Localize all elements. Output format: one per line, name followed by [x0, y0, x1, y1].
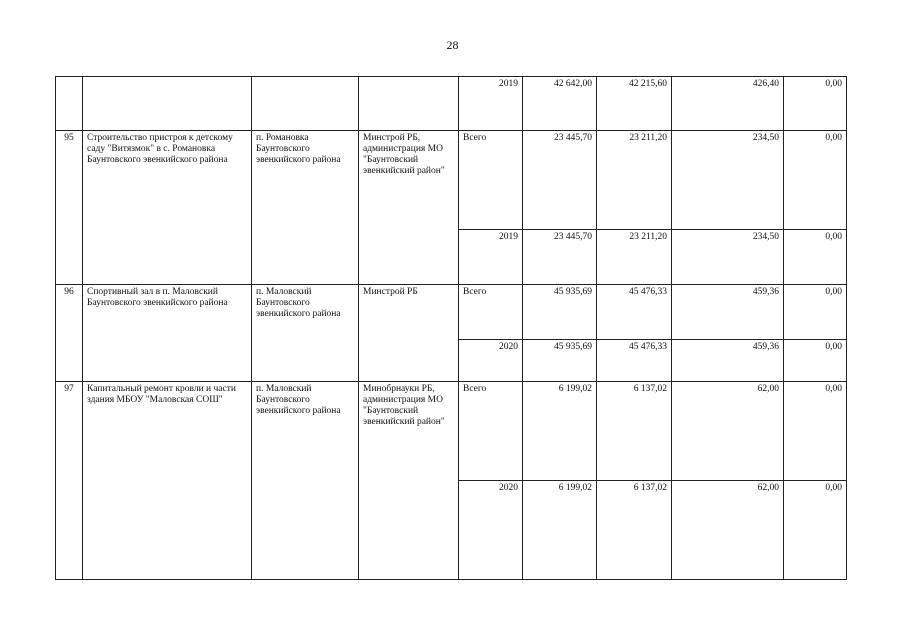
federal-cell: 45 476,33: [597, 340, 672, 382]
page-number: 28: [446, 38, 459, 52]
total-cell: 6 199,02: [523, 481, 597, 580]
regional-cell: 426,40: [672, 77, 784, 131]
total-cell: 23 445,70: [523, 131, 597, 230]
year-cell: 2020: [459, 340, 523, 382]
project-name-cell: Капитальный ремонт кровли и части здания МБОУ "Маловская СОШ": [83, 382, 252, 580]
local-cell: 0,00: [784, 131, 847, 230]
total-cell: 45 935,69: [523, 340, 597, 382]
funding-table: [55, 76, 847, 580]
location-cell: [252, 77, 359, 131]
regional-cell: 459,36: [672, 285, 784, 340]
executor-cell: Минстрой РБ: [359, 285, 459, 382]
total-cell: 45 935,69: [523, 285, 597, 340]
federal-cell: 45 476,33: [597, 285, 672, 340]
regional-cell: 234,50: [672, 131, 784, 230]
table-row: [56, 131, 847, 230]
executor-cell: Минстрой РБ, администрация МО "Баунтовский эвенкийский район": [359, 131, 459, 285]
project-name-cell: [83, 77, 252, 131]
location-cell: п. Романовка Баунтовского эвенкийского района: [252, 131, 359, 285]
location-cell: п. Маловский Баунтовского эвенкийского района: [252, 285, 359, 382]
federal-cell: 6 137,02: [597, 382, 672, 481]
regional-cell: 234,50: [672, 230, 784, 285]
table-row: [56, 77, 847, 131]
project-name-cell: Строительство пристроя к детскому саду "Витязмок" в с. Романовка Баунтовского эвенкийского района: [83, 131, 252, 285]
local-cell: 0,00: [784, 230, 847, 285]
year-cell: 2019: [459, 230, 523, 285]
total-cell: 6 199,02: [523, 382, 597, 481]
federal-cell: 23 211,20: [597, 230, 672, 285]
federal-cell: 42 215,60: [597, 77, 672, 131]
table-row: [56, 285, 847, 340]
federal-cell: 6 137,02: [597, 481, 672, 580]
regional-cell: 459,36: [672, 340, 784, 382]
project-number-cell: 97: [56, 382, 83, 580]
local-cell: 0,00: [784, 340, 847, 382]
project-number-cell: [56, 77, 83, 131]
local-cell: 0,00: [784, 382, 847, 481]
local-cell: 0,00: [784, 77, 847, 131]
executor-cell: [359, 77, 459, 131]
table-row: [56, 382, 847, 481]
total-cell: 42 642,00: [523, 77, 597, 131]
total-cell: 23 445,70: [523, 230, 597, 285]
year-cell: Всего: [459, 131, 523, 230]
project-number-cell: 95: [56, 131, 83, 285]
year-cell: Всего: [459, 285, 523, 340]
year-cell: 2019: [459, 77, 523, 131]
local-cell: 0,00: [784, 481, 847, 580]
local-cell: 0,00: [784, 285, 847, 340]
regional-cell: 62,00: [672, 481, 784, 580]
project-number-cell: 96: [56, 285, 83, 382]
year-cell: Всего: [459, 382, 523, 481]
federal-cell: 23 211,20: [597, 131, 672, 230]
project-name-cell: Спортивный зал в п. Маловский Баунтовского эвенкийского района: [83, 285, 252, 382]
regional-cell: 62,00: [672, 382, 784, 481]
year-cell: 2020: [459, 481, 523, 580]
location-cell: п. Маловский Баунтовского эвенкийского района: [252, 382, 359, 580]
executor-cell: Минобрнауки РБ, администрация МО "Баунтовский эвенкийский район": [359, 382, 459, 580]
